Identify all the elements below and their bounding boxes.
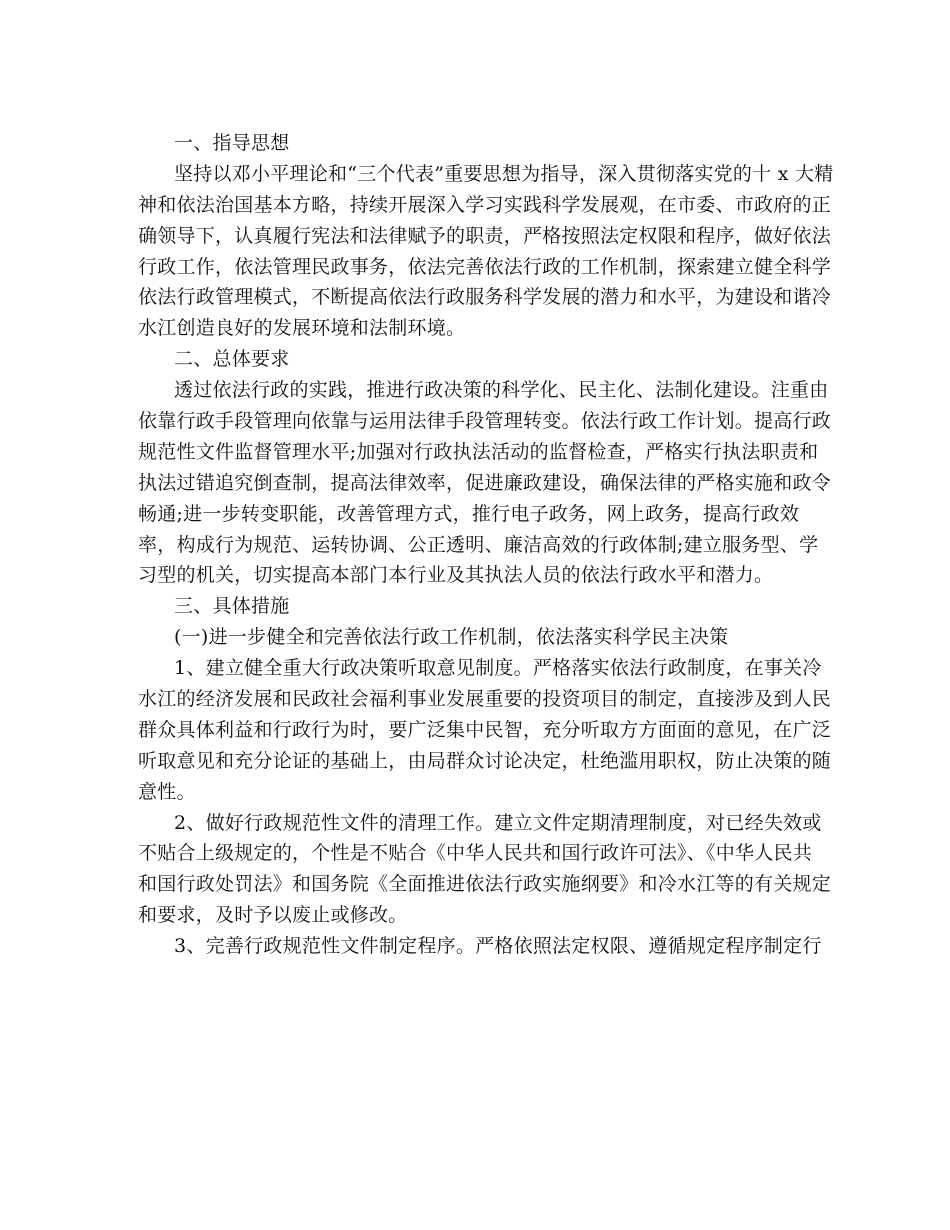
paragraph-line: 水江的经济发展和民政社会福利事业发展重要的投资项目的制定，直接涉及到人民	[138, 688, 832, 711]
paragraph-line: 2、做好行政规范性文件的清理工作。建立文件定期清理制度，对已经失效或	[174, 811, 822, 834]
paragraph-line: 神和依法治国基本方略，持续开展深入学习实践科学发展观，在市委、市政府的正	[138, 193, 832, 216]
paragraph-line: 水江创造良好的发展环境和法制环境。	[138, 317, 466, 340]
paragraph-line: 依靠行政手段管理向依靠与运用法律手段管理转变。依法行政工作计划。提高行政	[138, 410, 832, 433]
section-heading-3: 三、具体措施	[174, 595, 290, 618]
paragraph-line: 和要求，及时予以废止或修改。	[138, 904, 408, 927]
paragraph-line: 群众具体利益和行政行为时，要广泛集中民智，充分听取方方面面的意见，在广泛	[138, 718, 832, 741]
section-heading-1: 一、指导思想	[174, 132, 290, 154]
paragraph-line: 习型的机关，切实提高本部门本行业及其执法人员的依法行政水平和潜力。	[138, 564, 774, 587]
paragraph-line: 依法行政管理模式，不断提高依法行政服务科学发展的潜力和水平，为建设和谐冷	[138, 286, 832, 309]
paragraph-line: 3、完善行政规范性文件制定程序。严格依照法定权限、遵循规定程序制定行	[174, 935, 822, 958]
paragraph-line: 意性。	[138, 780, 196, 803]
paragraph-line: 和国行政处罚法》和国务院《全面推进依法行政实施纲要》和冷水江等的有关规定	[138, 873, 832, 896]
paragraph-line: 执法过错追究倒查制，提高法律效率，促进廉政建设，确保法律的严格实施和政令	[138, 471, 832, 494]
paragraph-line: 确领导下，认真履行宪法和法律赋予的职责，严格按照法定权限和程序，做好依法	[138, 224, 832, 247]
paragraph-line: 1、建立健全重大行政决策听取意见制度。严格落实依法行政制度，在事关冷	[174, 657, 822, 680]
paragraph-line: 行政工作，依法管理民政事务，依法完善依法行政的工作机制，探索建立健全科学	[138, 255, 832, 278]
subsection-heading: (一)进一步健全和完善依法行政工作机制，依法落实科学民主决策	[174, 626, 729, 649]
document-page	[138, 128, 834, 962]
paragraph-line: 听取意见和充分论证的基础上，由局群众讨论决定，杜绝滥用职权，防止决策的随	[138, 749, 832, 772]
paragraph-line: 规范性文件监督管理水平;加强对行政执法活动的监督检查，严格实行执法职责和	[138, 440, 819, 463]
paragraph-line: 坚持以邓小平理论和“三个代表”重要思想为指导，深入贯彻落实党的十 x 大精	[174, 162, 834, 185]
paragraph-line: 畅通;进一步转变职能，改善管理方式，推行电子政务，网上政务，提高行政效	[138, 502, 800, 525]
paragraph-line: 不贴合上级规定的，个性是不贴合《中华人民共和国行政许可法》、《中华人民共	[138, 842, 813, 865]
section-heading-2: 二、总体要求	[174, 348, 290, 371]
paragraph-line: 率，构成行为规范、运转协调、公正透明、廉洁高效的行政体制;建立服务型、学	[138, 533, 819, 556]
paragraph-line: 透过依法行政的实践，推进行政决策的科学化、民主化、法制化建设。注重由	[174, 379, 829, 402]
